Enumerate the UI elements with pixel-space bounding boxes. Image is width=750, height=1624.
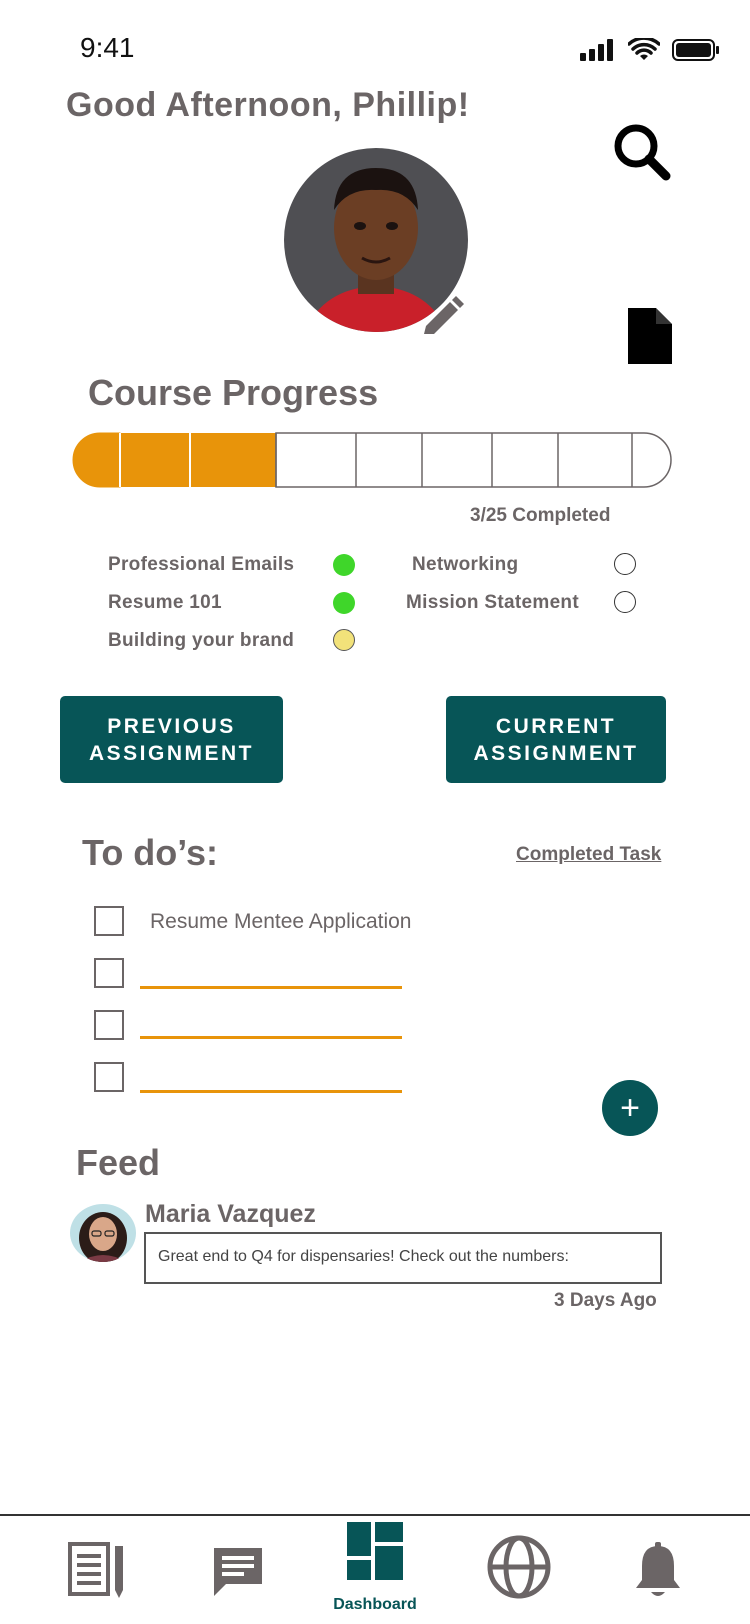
module-label: Professional Emails (108, 554, 295, 575)
module-label: Mission Statement (406, 592, 579, 613)
todo-input-line[interactable] (140, 986, 402, 989)
document-icon[interactable] (628, 308, 672, 369)
module-label: Building your brand (108, 630, 295, 651)
wifi-icon (628, 38, 660, 62)
status-dot-in-progress (333, 629, 355, 651)
progress-count: 3/25 Completed (470, 505, 611, 526)
add-todo-button[interactable] (602, 1080, 658, 1136)
signal-icon (580, 39, 616, 61)
feed-post-text: Great end to Q4 for dispensaries! Check out the numbers: (158, 1248, 569, 1265)
module-label: Networking (412, 554, 519, 575)
nav-dashboard[interactable] (330, 1516, 420, 1622)
nav-dashboard-label: Dashboard (333, 1596, 417, 1613)
todo-checkbox[interactable] (94, 906, 124, 936)
bell-icon (632, 1542, 684, 1600)
feed-title: Feed (76, 1142, 161, 1183)
nav-notifications[interactable] (616, 1516, 706, 1622)
plus-icon: + (620, 1088, 640, 1127)
todo-checkbox[interactable] (94, 1010, 124, 1040)
completed-task-link[interactable]: Completed Task (516, 844, 662, 865)
course-progress-title: Course Progress (88, 372, 379, 413)
feed-author[interactable]: Maria Vazquez (145, 1200, 316, 1228)
status-dot-not-started (614, 553, 636, 575)
previous-assignment-button[interactable]: PREVIOUS ASSIGNMENT (60, 696, 283, 783)
dashboard-icon (347, 1522, 403, 1580)
todo-title: To do’s: (82, 832, 218, 873)
chat-icon (210, 1544, 266, 1600)
feed-post-time: 3 Days Ago (554, 1290, 657, 1311)
battery-icon (672, 38, 720, 62)
edit-pencil-icon[interactable] (420, 294, 464, 339)
globe-icon (486, 1534, 552, 1600)
current-assignment-button[interactable]: CURRENT ASSIGNMENT (446, 696, 666, 783)
status-time: 9:41 (80, 32, 135, 63)
nav-globe[interactable] (476, 1516, 566, 1622)
bottom-nav (0, 1514, 750, 1624)
status-dot-complete (333, 554, 355, 576)
module-label: Resume 101 (108, 592, 222, 613)
todo-item-text: Resume Mentee Application (150, 910, 412, 933)
todo-input-line[interactable] (140, 1090, 402, 1093)
greeting-title: Good Afternoon, Phillip! (66, 86, 470, 124)
document-list-icon (68, 1542, 128, 1598)
todo-checkbox[interactable] (94, 1062, 124, 1092)
feed-avatar[interactable] (70, 1204, 136, 1262)
search-icon[interactable] (612, 122, 674, 189)
status-dot-not-started (614, 591, 636, 613)
course-progress-bar (72, 432, 672, 488)
todo-input-line[interactable] (140, 1036, 402, 1039)
nav-document-list[interactable] (54, 1516, 144, 1622)
todo-checkbox[interactable] (94, 958, 124, 988)
status-dot-complete (333, 592, 355, 614)
nav-chat[interactable] (196, 1516, 286, 1622)
status-icons (580, 38, 720, 62)
